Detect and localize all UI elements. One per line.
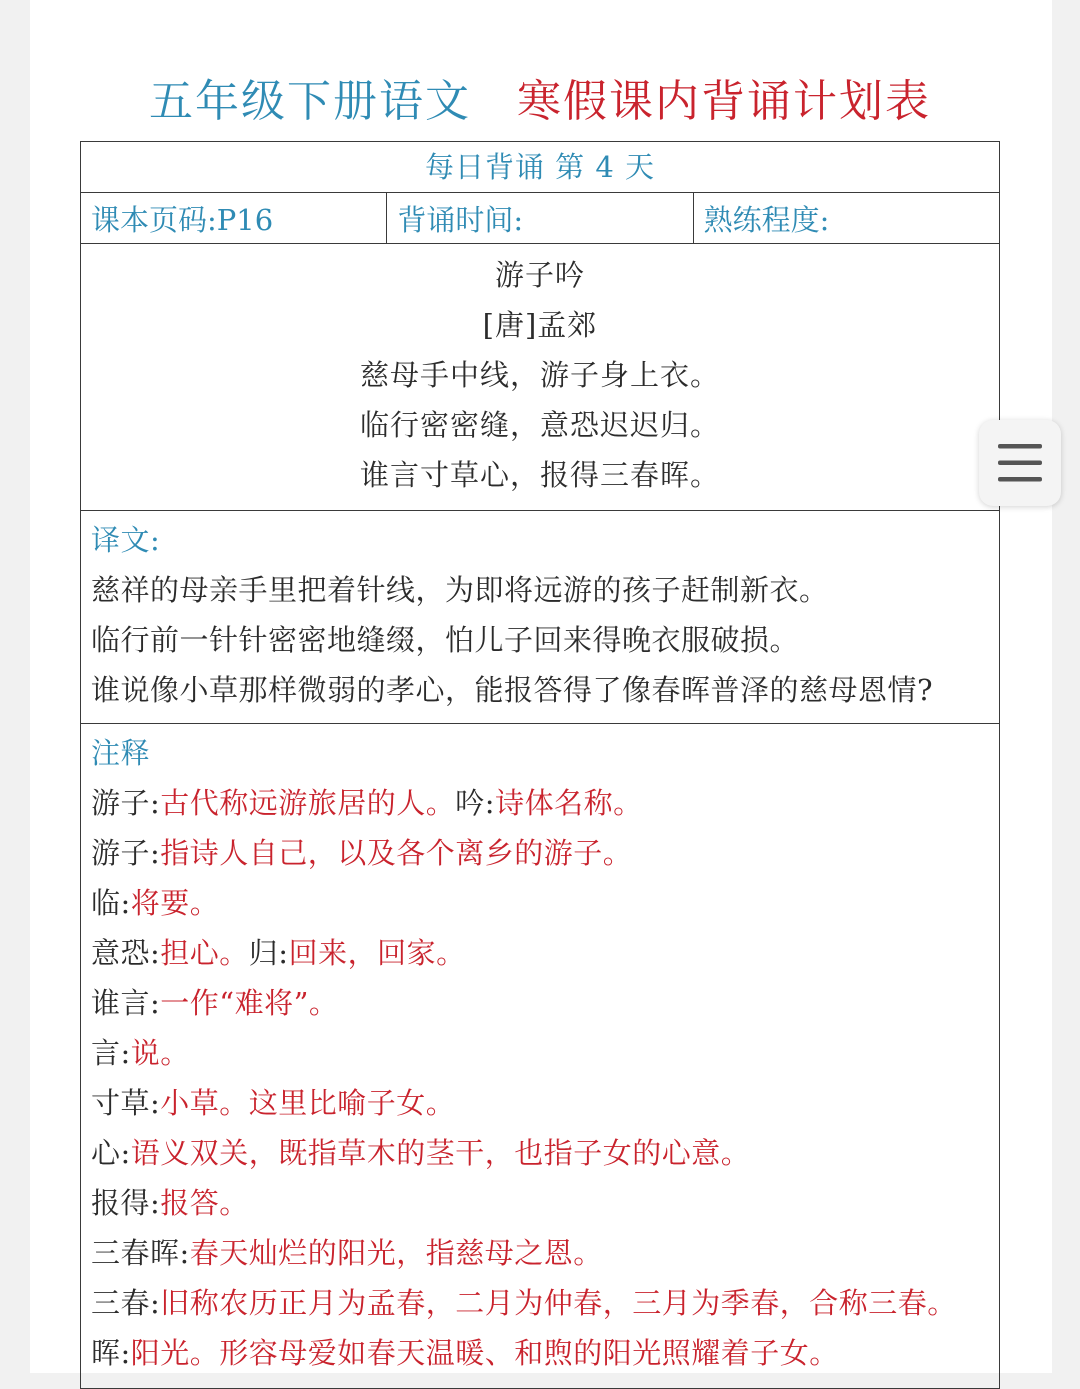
proficiency-cell[interactable] <box>693 193 999 243</box>
poem-line: 谁言寸草心，报得三春晖。 <box>359 458 720 492</box>
note-definition: 小草。这里比喻子女。 <box>160 1086 456 1120</box>
floating-menu-button[interactable] <box>979 420 1061 506</box>
note-definition: 古代称远游旅居的人。 <box>160 786 456 820</box>
note-definition: 指诗人自己，以及各个离乡的游子。 <box>160 836 633 870</box>
page-title <box>0 72 1080 132</box>
poem-line: 临行密密缝，意恐迟迟归。 <box>359 408 720 442</box>
note-definition: 旧称农历正月为孟春，二月为仲春，三月为季春，合称三春。 <box>160 1286 957 1320</box>
note-line <box>91 1128 999 1178</box>
note-term: 临: <box>91 886 131 920</box>
poem-section <box>81 244 999 511</box>
note-definition: 诗体名称。 <box>495 786 643 820</box>
poem-line: 慈母手中线，游子身上衣。 <box>359 358 720 392</box>
translation-section <box>81 511 999 724</box>
title-plan: 寒假课内背诵计划表 <box>517 76 931 127</box>
note-definition: 语义双关，既指草木的茎干，也指子女的心意。 <box>130 1136 751 1170</box>
recitation-table <box>80 141 1000 1389</box>
day-header: 每日背诵 第 4 天 <box>81 142 999 193</box>
poem-title: 游子吟 <box>494 258 585 292</box>
note-term: 心: <box>91 1136 131 1170</box>
poem-author: [唐]孟郊 <box>482 308 598 342</box>
note-term: 归: <box>248 936 289 970</box>
note-term: 晖: <box>91 1336 131 1370</box>
notes-section <box>81 724 999 1389</box>
note-line <box>91 928 999 978</box>
note-term: 寸草: <box>91 1086 161 1120</box>
time-cell[interactable] <box>386 193 692 243</box>
note-term: 报得: <box>91 1186 161 1220</box>
note-term: 言: <box>91 1036 131 1070</box>
title-grade: 五年级下册语文 <box>149 76 471 127</box>
note-line <box>91 1328 999 1378</box>
note-line <box>91 1228 999 1278</box>
note-line <box>91 828 999 878</box>
time-label: 背诵时间: <box>397 203 524 237</box>
note-definition: 一作“难将”。 <box>160 986 339 1020</box>
info-row <box>81 193 999 244</box>
note-definition: 报答。 <box>160 1186 249 1220</box>
note-definition: 春天灿烂的阳光，指慈母之恩。 <box>189 1236 603 1270</box>
note-term: 意恐: <box>91 936 161 970</box>
translation-line: 临行前一针针密密地缝缀，怕儿子回来得晚衣服破损。 <box>91 623 800 657</box>
translation-label: 译文: <box>91 523 161 557</box>
note-line <box>91 1178 999 1228</box>
note-line <box>91 1028 999 1078</box>
note-term: 谁言: <box>91 986 161 1020</box>
note-definition: 回来，回家。 <box>288 936 466 970</box>
note-term: 吟: <box>455 786 496 820</box>
notes-label: 注释 <box>91 736 151 770</box>
translation-line: 慈祥的母亲手里把着针线，为即将远游的孩子赶制新衣。 <box>91 573 829 607</box>
page-label: 课本页码: <box>91 203 217 237</box>
note-definition: 担心。 <box>160 936 249 970</box>
note-line <box>91 978 999 1028</box>
note-line <box>91 878 999 928</box>
note-term: 三春: <box>91 1286 161 1320</box>
note-term: 游子: <box>91 836 161 870</box>
proficiency-label: 熟练程度: <box>703 203 830 237</box>
menu-icon <box>998 442 1042 484</box>
note-definition: 说。 <box>130 1036 190 1070</box>
note-term: 三春晖: <box>91 1236 190 1270</box>
note-definition: 将要。 <box>130 886 220 920</box>
note-term: 游子: <box>91 786 161 820</box>
translation-line: 谁说像小草那样微弱的孝心，能报答得了像春晖普泽的慈母恩情? <box>91 673 934 707</box>
note-line <box>91 1278 999 1328</box>
note-line <box>91 1078 999 1128</box>
page-value: P16 <box>216 203 274 237</box>
note-definition: 阳光。形容母爱如春天温暖、和煦的阳光照耀着子女。 <box>130 1336 839 1370</box>
note-line <box>91 778 999 828</box>
page-cell <box>81 193 386 243</box>
